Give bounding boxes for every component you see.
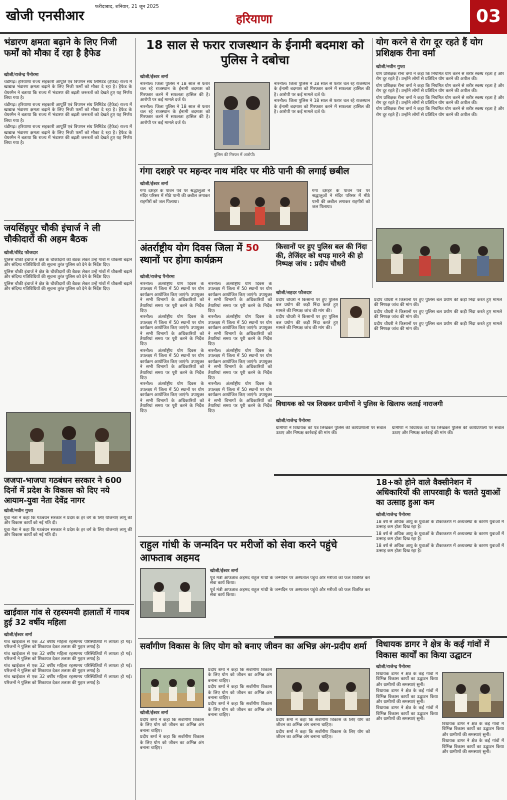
story-byline: खोजी/नवीन गुप्ता	[376, 65, 405, 70]
story-body: गंगा दशहरे के पावन पर्व पर श्रद्धालुओं ने मंदिर परिसर में मीठे पानी की छबील लगाकर राहगीरों को जल पिलाया।	[312, 189, 370, 211]
divider	[274, 396, 507, 397]
masthead: खोजी एनसीआर	[6, 9, 85, 24]
story-body: प्रदीप चौधरी ने किसानों पर हुए पुलिस बल प्रयोग की कड़ी निंदा करते हुए मामले की निष्पक्ष जांच की मांग की। प्रदीप चौधरी ने किसानों पर हुए पुलिस बल प्रयोग की कड़ी निंदा करते हुए मामले की निष्पक्ष जांच की मांग की। प्रदीप चौधरी ने किसानों पर हुए पुलिस बल प्रयोग की कड़ी निंदा करते हुए मामले की निष्पक्ष जांच की मांग की।	[374, 298, 502, 333]
section-title: हरियाणा	[236, 12, 273, 26]
story-body: गंगा दशहरे के पावन पर्व पर श्रद्धालुओं ने मंदिर परिसर में मीठे पानी की छबील लगाकर राहगीरों को जल पिलाया।	[140, 189, 210, 205]
story-byline: खोजी/ईश्वर शर्मा	[140, 75, 168, 80]
photo-image	[141, 669, 204, 708]
photo-image	[141, 569, 206, 618]
divider	[138, 240, 372, 241]
story-headline: 18+को होने वाले वैक्सीनेशन में अधिकारियों की लापरवाही के चलते युवाओं का उत्साह हुआ कम	[376, 478, 501, 507]
story-headline: सर्वांगीण विकास के लिए योग को बनाए जीवन का अभिन्न अंग-प्रदीप शर्मा	[140, 642, 367, 652]
lead-headline: 18 साल से फरार राजस्थान के ईनामी बदमाश को पुलिस ने दबोचा	[146, 38, 364, 67]
photo-image	[7, 413, 131, 472]
story-body: पुलिस चौकी इंचार्ज ने क्षेत्र के चौकीदारों की बैठक लेकर उन्हें गांवों में चौकसी बढ़ाने और संदिग्ध गतिविधियों की सूचना तुरंत पुलिस को देने के निर्देश दिए। पुलिस चौकी इंचार्ज ने क्षेत्र के चौकीदारों की बैठक लेकर उन्हें गांवों में चौकसी बढ़ाने और संदिग्ध गतिविधियों की सूचना तुरंत पुलिस को देने के निर्देश दिए। पुलिस चौकी इंचार्ज ने क्षेत्र के चौकीदारों की बैठक लेकर उन्हें गांवों में चौकसी बढ़ाने और संदिग्ध गतिविधियों की सूचना तुरंत पुलिस को देने के निर्देश दिए।	[4, 258, 132, 293]
news-photo	[140, 568, 206, 618]
news-photo	[140, 668, 204, 708]
story-headline: गंगा दशहरे पर महन्दर नाथ मंदिर पर मीठे पानी की लगाई छबील	[140, 167, 350, 177]
story-byline: खोजी/शहदर फौजदार	[276, 291, 312, 296]
story-headline: विधायक को पत्र लिखकर ग्रामीणों ने पुलिस के खिलाफ जताई नाराजगी	[276, 400, 443, 408]
story-body: प्रदीप शर्मा ने कहा कि सर्वांगीण विकास के लिए योग को जीवन का अभिन्न अंग बनाना चाहिए। प्रदीप शर्मा ने कहा कि सर्वांगीण विकास के लिए योग को जीवन का अभिन्न अंग बनाना चाहिए। प्रदीप शर्मा ने कहा कि सर्वांगीण विकास के लिए योग को जीवन का अभिन्न अंग बनाना चाहिए।	[208, 668, 272, 719]
photo-caption: पुलिस की गिरफ्त में आरोपी।	[214, 152, 256, 157]
story-body: नारनौल। अंतर्राष्ट्रीय योग दिवस के उपलक्ष्य में जिला में 50 स्थानों पर योग कार्यक्रम आयोजित किए जाएंगे। उपायुक्त ने सभी विभागों के अधिकारियों को तैयारियां समय पर पूरी करने के निर्देश दिए। नारनौल। अंतर्राष्ट्रीय योग दिवस के उपलक्ष्य में जिला में 50 स्थानों पर योग कार्यक्रम आयोजित किए जाएंगे। उपायुक्त ने सभी विभागों के अधिकारियों को तैयारियां समय पर पूरी करने के निर्देश दिए। नारनौल। अंतर्राष्ट्रीय योग दिवस के उपलक्ष्य में जिला में 50 स्थानों पर योग कार्यक्रम आयोजित किए जाएंगे। उपायुक्त ने सभी विभागों के अधिकारियों को तैयारियां समय पर पूरी करने के निर्देश दिए। नारनौल। अंतर्राष्ट्रीय योग दिवस के उपलक्ष्य में जिला में 50 स्थानों पर योग कार्यक्रम आयोजित किए जाएंगे। उपायुक्त ने सभी विभागों के अधिकारियों को तैयारियां समय पर पूरी करने के निर्देश दिए।	[208, 282, 272, 415]
news-photo	[276, 668, 370, 716]
story-headline: खाईवाल गांव से रहस्यमयी हालातों में गायब हुई 32 वर्षीय महिला	[4, 608, 130, 627]
story-body: चंडीगढ़। हरियाणा राज्य सहकारी आपूर्ति एवं विपणन संघ लिमिटेड (हैफेड) राज्य में खाद्यान्न भंडारण क्षमता बढ़ाने के लिए निजी फर्मों को मौका दे रहा है। हैफेड के चेयरमैन ने बताया कि राज्य में भंडारण की बढ़ती जरूरतों को देखते हुए यह निर्णय लिया गया है। चंडीगढ़। हरियाणा राज्य सहकारी आपूर्ति एवं विपणन संघ लिमिटेड (हैफेड) राज्य में खाद्यान्न भंडारण क्षमता बढ़ाने के लिए निजी फर्मों को मौका दे रहा है। हैफेड के चेयरमैन ने बताया कि राज्य में भंडारण की बढ़ती जरूरतों को देखते हुए यह निर्णय लिया गया है। चंडीगढ़। हरियाणा राज्य सहकारी आपूर्ति एवं विपणन संघ लिमिटेड (हैफेड) राज्य में खाद्यान्न भंडारण क्षमता बढ़ाने के लिए निजी फर्मों को मौका दे रहा है। हैफेड के चेयरमैन ने बताया कि राज्य में भंडारण की बढ़ती जरूरतों को देखते हुए यह निर्णय लिया गया है।	[4, 80, 132, 147]
photo-image	[215, 182, 308, 231]
news-photo	[214, 82, 270, 150]
story-byline: खोजी/राजेन्द्र पैनोरमा	[376, 665, 411, 670]
news-photo	[442, 672, 504, 718]
story-body: युवा नेता ने कहा कि गठबंधन सरकार ने प्रदेश के हर वर्ग के लिए योजनाएं लागू कीं और विकास कार्यों को नई गति दी। युवा नेता ने कहा कि गठबंधन सरकार ने प्रदेश के हर वर्ग के लिए योजनाएं लागू कीं और विकास कार्यों को नई गति दी।	[4, 516, 132, 539]
story-headline: किसानों पर हुए पुलिस बल की निंदा की, तेजिंदर को थपड़ मारने की हो निष्पक्ष जांच : प्रदीप चौधरी	[276, 243, 367, 268]
story-byline: खोजी/ईश्वर शर्मा	[140, 711, 168, 716]
divider	[4, 220, 134, 221]
divider	[138, 536, 372, 537]
story-byline: खोजी/राजेन्द्र पैनोरमा	[4, 73, 39, 78]
story-body: ग्रामीणों ने विधायक को पत्र लिखकर पुलिस की कार्यप्रणाली पर सवाल उठाए और निष्पक्ष कार्रवाई की मांग की।	[392, 426, 504, 437]
divider	[138, 164, 372, 165]
story-headline: योग करने से रोग दूर रहते हैं योग प्रशिक्षक रीना वर्मा	[376, 38, 483, 59]
news-photo	[6, 412, 131, 472]
dateline: फरीदाबाद, शनिवार, 21 जून 2025	[95, 5, 159, 10]
story-body: गांव खाईवाल से एक 32 वर्षीय महिला रहस्यमय परिस्थितियों में लापता हो गई। परिजनों ने पुलिस को शिकायत देकर तलाश की गुहार लगाई है। गांव खाईवाल से एक 32 वर्षीय महिला रहस्यमय परिस्थितियों में लापता हो गई। परिजनों ने पुलिस को शिकायत देकर तलाश की गुहार लगाई है। गांव खाईवाल से एक 32 वर्षीय महिला रहस्यमय परिस्थितियों में लापता हो गई। परिजनों ने पुलिस को शिकायत देकर तलाश की गुहार लगाई है। गांव खाईवाल से एक 32 वर्षीय महिला रहस्यमय परिस्थितियों में लापता हो गई। परिजनों ने पुलिस को शिकायत देकर तलाश की गुहार लगाई है।	[4, 640, 132, 686]
story-body: 18 वर्ष से अधिक आयु के युवाओं के टीकाकरण में अव्यवस्था के कारण युवाओं में उत्साह कम होता दिख रहा है। 18 वर्ष से अधिक आयु के युवाओं के टीकाकरण में अव्यवस्था के कारण युवाओं में उत्साह कम होता दिख रहा है। 18 वर्ष से अधिक आयु के युवाओं के टीकाकरण में अव्यवस्था के कारण युवाओं में उत्साह कम होता दिख रहा है।	[376, 520, 504, 555]
story-byline: खोजी/ईश्वर शर्मा	[4, 633, 32, 638]
divider	[4, 604, 134, 605]
story-byline: खोजी/राजेन्द्र पैनोरमा	[140, 275, 175, 280]
story-body: प्रदीप शर्मा ने कहा कि सर्वांगीण विकास के लिए योग को जीवन का अभिन्न अंग बनाना चाहिए। प्रदीप शर्मा ने कहा कि सर्वांगीण विकास के लिए योग को जीवन का अभिन्न अंग बनाना चाहिए।	[276, 718, 370, 741]
column-rule	[372, 38, 373, 288]
story-body: नारनौल। अंतर्राष्ट्रीय योग दिवस के उपलक्ष्य में जिला में 50 स्थानों पर योग कार्यक्रम आयोजित किए जाएंगे। उपायुक्त ने सभी विभागों के अधिकारियों को तैयारियां समय पर पूरी करने के निर्देश दिए। नारनौल। अंतर्राष्ट्रीय योग दिवस के उपलक्ष्य में जिला में 50 स्थानों पर योग कार्यक्रम आयोजित किए जाएंगे। उपायुक्त ने सभी विभागों के अधिकारियों को तैयारियां समय पर पूरी करने के निर्देश दिए। नारनौल। अंतर्राष्ट्रीय योग दिवस के उपलक्ष्य में जिला में 50 स्थानों पर योग कार्यक्रम आयोजित किए जाएंगे। उपायुक्त ने सभी विभागों के अधिकारियों को तैयारियां समय पर पूरी करने के निर्देश दिए। नारनौल। अंतर्राष्ट्रीय योग दिवस के उपलक्ष्य में जिला में 50 स्थानों पर योग कार्यक्रम आयोजित किए जाएंगे। उपायुक्त ने सभी विभागों के अधिकारियों को तैयारियां समय पर पूरी करने के निर्देश दिए।	[140, 282, 204, 415]
photo-image	[341, 299, 370, 338]
story-body: विधायक डागर ने क्षेत्र के कई गांवों में विभिन्न विकास कार्यों का उद्घाटन किया और ग्रामीणों की समस्याएं सुनीं। विधायक डागर ने क्षेत्र के कई गांवों में विभिन्न विकास कार्यों का उद्घाटन किया और ग्रामीणों की समस्याएं सुनीं।	[442, 722, 504, 756]
divider	[274, 474, 507, 476]
page-header	[0, 0, 507, 34]
headline-highlight: 50	[245, 243, 259, 254]
page-number: 03	[470, 0, 507, 34]
headline-text: स्थानों पर होगा कार्यक्रम	[140, 255, 223, 266]
news-photo	[214, 181, 308, 231]
news-photo	[376, 228, 504, 282]
story-byline: खोजी/ईश्वर शर्मा	[210, 569, 238, 574]
story-byline: खोजी/राजेन्द्र पैनोरमा	[276, 419, 311, 424]
story-body: विधायक डागर ने क्षेत्र के कई गांवों में विभिन्न विकास कार्यों का उद्घाटन किया और ग्रामीणों की समस्याएं सुनीं। विधायक डागर ने क्षेत्र के कई गांवों में विभिन्न विकास कार्यों का उद्घाटन किया और ग्रामीणों की समस्याएं सुनीं। विधायक डागर ने क्षेत्र के कई गांवों में विभिन्न विकास कार्यों का उद्घाटन किया और ग्रामीणों की समस्याएं सुनीं।	[376, 672, 438, 723]
story-body: नारनौल। जिला पुलिस ने 18 साल से फरार चल रहे राजस्थान के ईनामी बदमाश को गिरफ्तार करने में सफलता हासिल की है। आरोपी पर कई मामले दर्ज थे। नारनौल। जिला पुलिस ने 18 साल से फरार चल रहे राजस्थान के ईनामी बदमाश को गिरफ्तार करने में सफलता हासिल की है। आरोपी पर कई मामले दर्ज थे।	[274, 82, 370, 116]
column-rule	[135, 38, 136, 800]
photo-image	[377, 229, 504, 282]
story-byline: खोजी/नवीन गुप्ता	[4, 509, 33, 514]
story-headline: जयसिंहपुर चौकी इंचार्ज ने ली चौकीदारों की अहम बैठक	[4, 224, 101, 245]
story-headline	[140, 243, 270, 267]
divider	[274, 636, 507, 638]
story-body: प्रदीप शर्मा ने कहा कि सर्वांगीण विकास के लिए योग को जीवन का अभिन्न अंग बनाना चाहिए। प्रदीप शर्मा ने कहा कि सर्वांगीण विकास के लिए योग को जीवन का अभिन्न अंग बनाना चाहिए।	[140, 718, 204, 752]
story-body: नारनौल। जिला पुलिस ने 18 साल से फरार चल रहे राजस्थान के ईनामी बदमाश को गिरफ्तार करने में सफलता हासिल की है। आरोपी पर कई मामले दर्ज थे। नारनौल। जिला पुलिस ने 18 साल से फरार चल रहे राजस्थान के ईनामी बदमाश को गिरफ्तार करने में सफलता हासिल की है। आरोपी पर कई मामले दर्ज थे।	[140, 82, 210, 126]
story-headline: राहुल गांधी के जन्मदिन पर मरीजों को सेवा करने पहुंचे आफताब अहमद	[140, 540, 338, 564]
story-byline: खोजी/राजेन्द्र पैनोरमा	[376, 513, 411, 518]
story-headline: जजपा-भाजपा गठबंधन सरकार ने 600 दिनों में प्रदेश के विकास को दिए नये आयाम-युवा नेता देवेंद्र नागर	[4, 476, 122, 505]
news-photo	[340, 298, 370, 338]
story-body: प्रदीप चौधरी ने किसानों पर हुए पुलिस बल प्रयोग की कड़ी निंदा करते हुए मामले की निष्पक्ष जांच की मांग की। प्रदीप चौधरी ने किसानों पर हुए पुलिस बल प्रयोग की कड़ी निंदा करते हुए मामले की निष्पक्ष जांच की मांग की।	[276, 298, 338, 332]
story-headline: भंडारण क्षमता बढ़ाने के लिए निजी फर्मों को मौका दें रहा है हैफेड	[4, 38, 117, 59]
story-body: पूर्व मंत्री आफताब अहमद राहुल गांधी के जन्मदिन पर अस्पताल पहुंचे और मरीजों को फल वितरित कर सेवा कार्य किया। पूर्व मंत्री आफताब अहमद राहुल गांधी के जन्मदिन पर अस्पताल पहुंचे और मरीजों को फल वितरित कर सेवा कार्य किया।	[210, 576, 370, 599]
photo-image	[443, 673, 504, 718]
photo-image	[277, 669, 370, 716]
divider	[138, 638, 372, 639]
story-byline: खोजी/वीरेंद्र फौजदार	[4, 251, 38, 256]
story-body: योग प्रशिक्षक रीना वर्मा ने कहा कि नियमित योग करने से शरीर स्वस्थ रहता है और रोग दूर रहते हैं। उन्होंने लोगों से प्रतिदिन योग करने की अपील की। योग प्रशिक्षक रीना वर्मा ने कहा कि नियमित योग करने से शरीर स्वस्थ रहता है और रोग दूर रहते हैं। उन्होंने लोगों से प्रतिदिन योग करने की अपील की। योग प्रशिक्षक रीना वर्मा ने कहा कि नियमित योग करने से शरीर स्वस्थ रहता है और रोग दूर रहते हैं। उन्होंने लोगों से प्रतिदिन योग करने की अपील की। योग प्रशिक्षक रीना वर्मा ने कहा कि नियमित योग करने से शरीर स्वस्थ रहता है और रोग दूर रहते हैं। उन्होंने लोगों से प्रतिदिन योग करने की अपील की।	[376, 72, 504, 118]
headline-text: अंतर्राष्ट्रीय योग दिवस जिला में	[140, 243, 243, 254]
photo-image	[215, 83, 270, 150]
story-body: ग्रामीणों ने विधायक को पत्र लिखकर पुलिस की कार्यप्रणाली पर सवाल उठाए और निष्पक्ष कार्रवाई की मांग की।	[276, 426, 386, 437]
story-headline: विधायक डागर ने क्षेत्र के कई गांवों में विकास कार्यों का किया उद्घाटन	[376, 640, 490, 661]
story-byline: खोजी/ईश्वर शर्मा	[140, 182, 168, 187]
